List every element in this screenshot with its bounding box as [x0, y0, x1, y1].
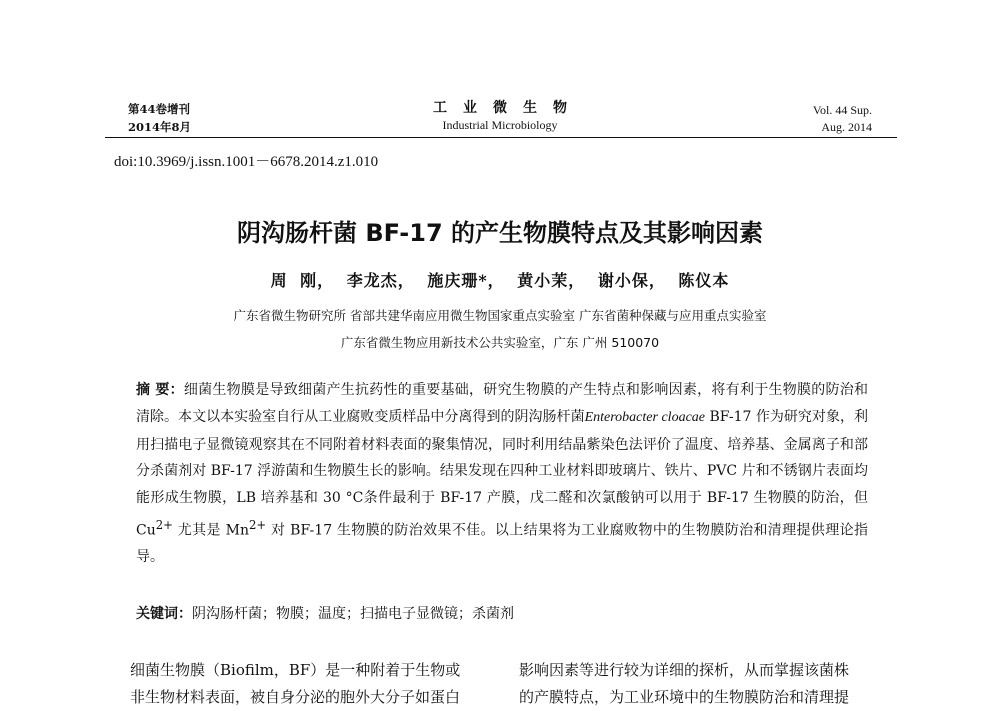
abstract-label: 摘 要：: [136, 382, 184, 398]
body-right-line-1: 影响因素等进行较为详细的探析，从而掌握该菌株: [519, 661, 850, 679]
header-rule: [105, 137, 897, 138]
journal-volume-info: [128, 100, 191, 136]
keywords-label: 关键词：: [136, 606, 192, 622]
publication-date: 2014年8月: [128, 120, 192, 134]
body-right-line-2: 的产膜特点，为工业环境中的生物膜防治和清理提: [519, 688, 850, 706]
journal-name-cn: 工业微生物: [433, 100, 583, 116]
body-column-right: [519, 657, 849, 711]
abstract-text-2: BF-17 作为研究对象，利用扫描电子显微镜观察其在不同附着材料表面的聚集情况，同时利用结晶紫染色法评价了温度、培养基、金属离子和部分杀菌剂对 BF-17 浮游菌和生物膜生长的影响。结果发现在四种工业材料即玻璃片、铁片、PVC 片和不锈钢片表面均能形成生物膜，LB 培养基和 30 °C条件最利于 BF-17 产膜，戊二醛和次氯酸钠可以用于 BF-17 生物膜的防治，但 Cu: [136, 408, 868, 539]
cu-charge: 2+: [155, 517, 173, 532]
publication-date-en: Aug. 2014: [821, 120, 872, 134]
journal-volume-info-en: [813, 102, 872, 136]
body-left-line-2: 非生物材料表面，被自身分泌的胞外大分子如蛋白: [130, 688, 461, 706]
author-list: 周 刚， 李龙杰， 施庆珊*， 黄小茉， 谢小保， 陈仪本: [270, 271, 730, 290]
keywords: [136, 603, 514, 623]
abstract-text-1: 细菌生物膜是导致细菌产生抗药性的重要基础，研究生物膜的产生特点和影响因素，将有利于生物膜的防治和清除。本文以本实验室自行从工业腐败变质样品中分离得到的阴沟肠杆菌: [136, 382, 868, 425]
body-left-line-1: 细菌生物膜（Biofilm，BF）是一种附着于生物或: [130, 661, 461, 679]
abstract-text-4: 对 BF-17 生物膜的防治效果不佳。以上结果将为工业腐败物中的生物膜防治和清理提供理论指导。: [136, 522, 868, 566]
article-title: 阴沟肠杆菌 BF-17 的产生物膜特点及其影响因素: [236, 219, 764, 247]
doi-line: doi:10.3969/j.issn.1001－6678.2014.z1.010: [114, 154, 379, 170]
volume-issue-en: Vol. 44 Sup.: [812, 103, 872, 117]
species-name: Enterobacter cloacae: [584, 409, 705, 425]
affiliation-line-1: 广东省微生物研究所 省部共建华南应用微生物国家重点实验室 广东省菌种保藏与应用重点实验室: [233, 308, 767, 323]
keywords-text: 阴沟肠杆菌；物膜；温度；扫描电子显微镜；杀菌剂: [192, 606, 514, 622]
journal-name: [417, 99, 583, 133]
body-column-left: [130, 657, 460, 711]
affiliation-line-2: 广东省微生物应用新技术公共实验室，广东 广州 510070: [340, 335, 660, 350]
abstract-text-3: 尤其是 Mn: [172, 522, 249, 539]
abstract: [136, 377, 868, 571]
journal-name-en: Industrial Microbiology: [442, 118, 558, 132]
mn-charge: 2+: [249, 517, 267, 532]
volume-issue: 第44卷增刊: [128, 102, 191, 116]
